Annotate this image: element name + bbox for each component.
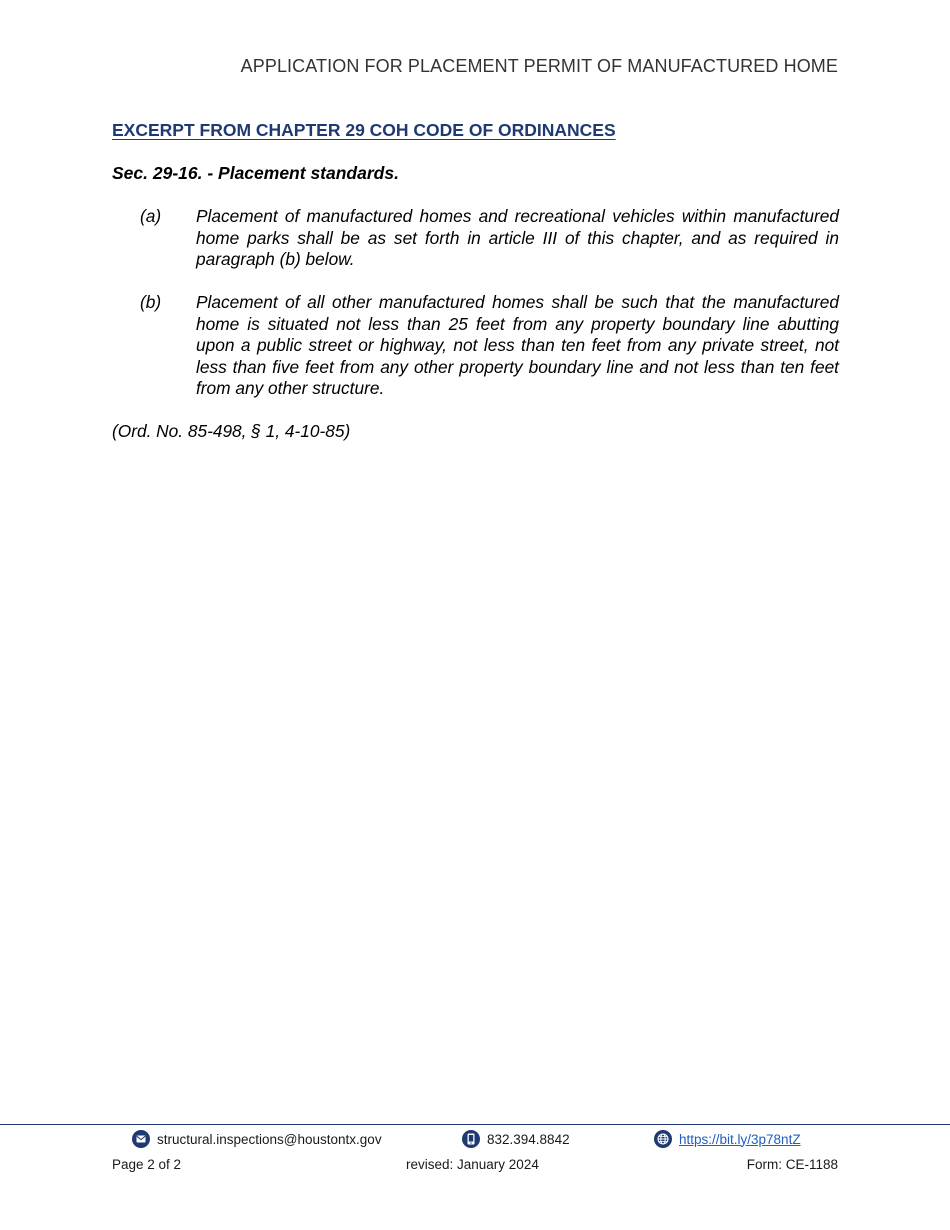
page-header-title: APPLICATION FOR PLACEMENT PERMIT OF MANUFACTURED HOME: [240, 56, 838, 76]
clause-b: [140, 292, 839, 400]
mobile-phone-icon: [462, 1130, 480, 1148]
section-title: Sec. 29-16. - Placement standards.: [112, 163, 399, 183]
clause-a: [140, 206, 839, 271]
envelope-icon: [132, 1130, 150, 1148]
clause-label: (a): [140, 206, 162, 226]
page-number: Page 2 of 2: [112, 1157, 182, 1172]
footer-web[interactable]: [654, 1129, 801, 1149]
form-number: Form: CE-1188: [746, 1157, 838, 1172]
globe-icon: [654, 1130, 672, 1148]
phone-number[interactable]: 832.394.8842: [487, 1131, 570, 1147]
website-link[interactable]: https://bit.ly/3p78ntZ: [679, 1131, 801, 1147]
footer-email[interactable]: [132, 1129, 382, 1149]
footer-divider: [0, 1124, 950, 1125]
clause-text: Placement of manufactured homes and recreational vehicles within manufactured home parks shall be as set forth in article III of this chapter, and as required in paragraph (b) below.: [196, 206, 839, 269]
clause-label: (b): [140, 292, 162, 312]
clause-text: Placement of all other manufactured homes shall be such that the manufactured home is situated not less than 25 feet from any property boundary line abutting upon a public street or highway, not less than ten feet from any private street, not less than five feet from any other property boundary line and not less than ten feet from any other structure.: [196, 292, 839, 398]
footer-phone[interactable]: [462, 1129, 570, 1149]
section-heading: EXCERPT FROM CHAPTER 29 COH CODE OF ORDINANCES: [112, 120, 616, 140]
email-address[interactable]: structural.inspections@houstontx.gov: [157, 1131, 382, 1147]
revision-date: revised: January 2024: [406, 1157, 539, 1172]
ordinance-reference: (Ord. No. 85-498, § 1, 4-10-85): [112, 421, 351, 441]
